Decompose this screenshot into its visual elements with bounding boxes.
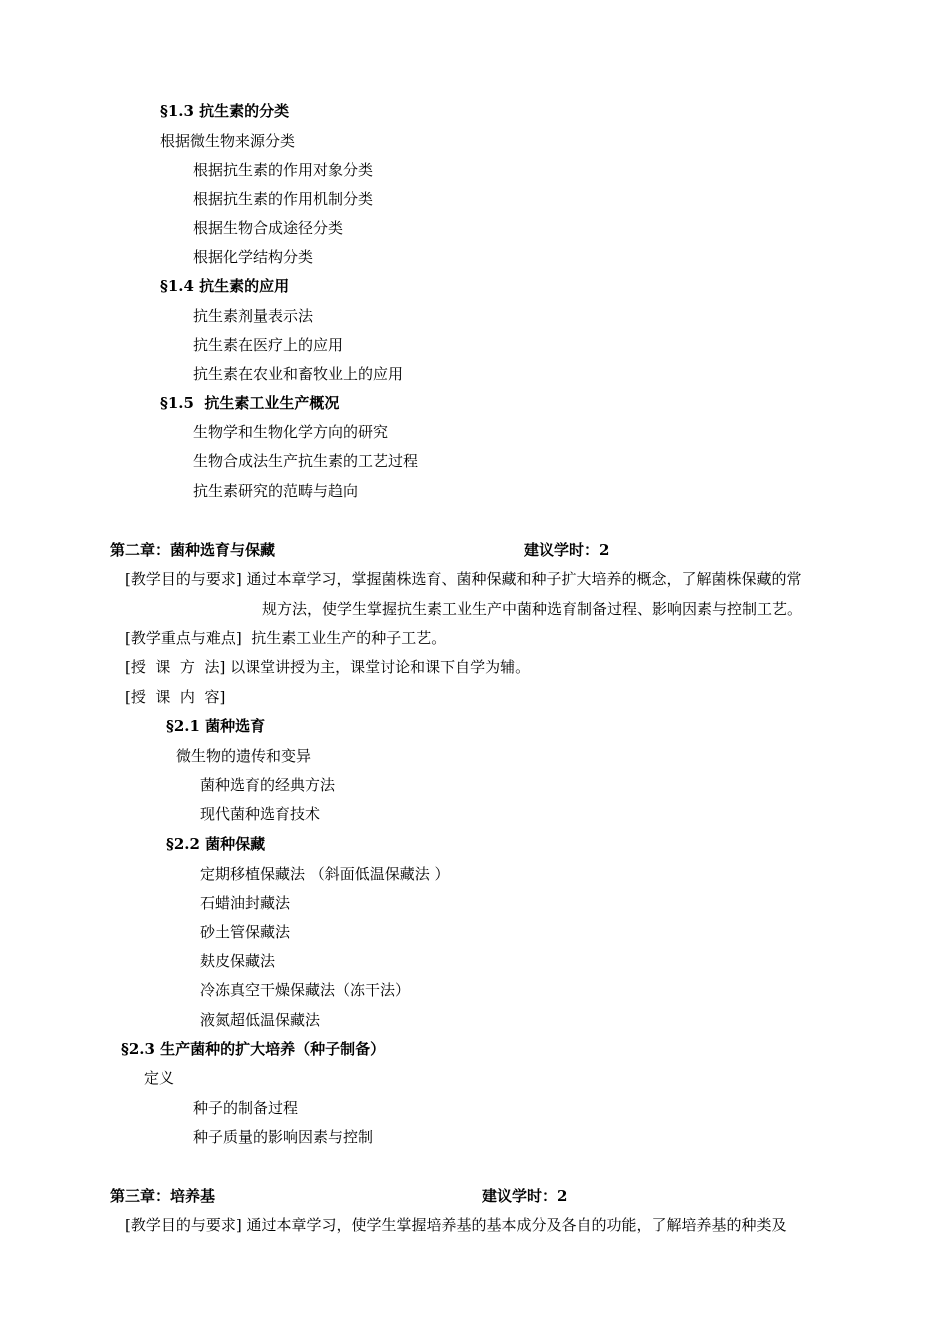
subsection-line: 根据微生物来源分类 <box>160 132 296 150</box>
list-item: 冷冻真空干燥保藏法（冻干法） <box>200 981 411 999</box>
list-item: 菌种选育的经典方法 <box>200 776 336 794</box>
list-item: 抗生素研究的范畴与趋向 <box>193 482 359 500</box>
chapter-title: 第二章：菌种选育与保藏 <box>110 541 276 559</box>
list-item: 种子质量的影响因素与控制 <box>193 1128 374 1146</box>
subsection-line: 定义 <box>144 1069 175 1087</box>
list-item: 根据抗生素的作用对象分类 <box>193 161 374 179</box>
list-item: 定期移植保藏法 （斜面低温保藏法 ） <box>200 865 450 883</box>
list-item: 种子的制备过程 <box>193 1099 299 1117</box>
teaching-key-points: [教学重点与难点] 抗生素工业生产的种子工艺。 <box>125 629 447 647</box>
list-item: 抗生素在农业和畜牧业上的应用 <box>193 365 404 383</box>
teaching-goal-line: [教学目的与要求] 通过本章学习，使学生掌握培养基的基本成分及各自的功能，了解培养基的种类及 <box>125 1216 787 1234</box>
section-heading: §2.1 菌种选育 <box>166 717 266 735</box>
teaching-content-label: [授 课 内 容] <box>125 688 226 706</box>
teaching-method: [授 课 方 法] 以课堂讲授为主，课堂讨论和课下自学为辅。 <box>125 658 531 676</box>
chapter-hours: 建议学时：2 <box>482 1187 568 1205</box>
section-heading: §1.4 抗生素的应用 <box>160 277 290 295</box>
list-item: 砂土管保藏法 <box>200 923 291 941</box>
list-item: 现代菌种选育技术 <box>200 805 321 823</box>
section-heading: §2.2 菌种保藏 <box>166 835 266 853</box>
section-heading: §1.3 抗生素的分类 <box>160 102 290 120</box>
list-item: 麸皮保藏法 <box>200 952 276 970</box>
list-item: 抗生素剂量表示法 <box>193 307 314 325</box>
section-heading: §2.3 生产菌种的扩大培养（种子制备） <box>121 1040 386 1058</box>
teaching-goal-line: [教学目的与要求] 通过本章学习，掌握菌株选育、菌种保藏和种子扩大培养的概念，了解菌株保藏的常 <box>125 570 802 588</box>
list-item: 根据化学结构分类 <box>193 248 314 266</box>
list-item: 液氮超低温保藏法 <box>200 1011 321 1029</box>
list-item: 根据抗生素的作用机制分类 <box>193 190 374 208</box>
teaching-goal-line: 规方法，使学生掌握抗生素工业生产中菌种选育制备过程、影响因素与控制工艺。 <box>262 600 803 618</box>
subsection-line: 微生物的遗传和变异 <box>176 747 312 765</box>
chapter-title: 第三章：培养基 <box>110 1187 216 1205</box>
chapter-hours: 建议学时：2 <box>524 541 610 559</box>
list-item: 生物合成法生产抗生素的工艺过程 <box>193 452 419 470</box>
list-item: 生物学和生物化学方向的研究 <box>193 423 389 441</box>
list-item: 石蜡油封藏法 <box>200 894 291 912</box>
section-heading: §1.5 抗生素工业生产概况 <box>160 394 340 412</box>
list-item: 抗生素在医疗上的应用 <box>193 336 344 354</box>
list-item: 根据生物合成途径分类 <box>193 219 344 237</box>
